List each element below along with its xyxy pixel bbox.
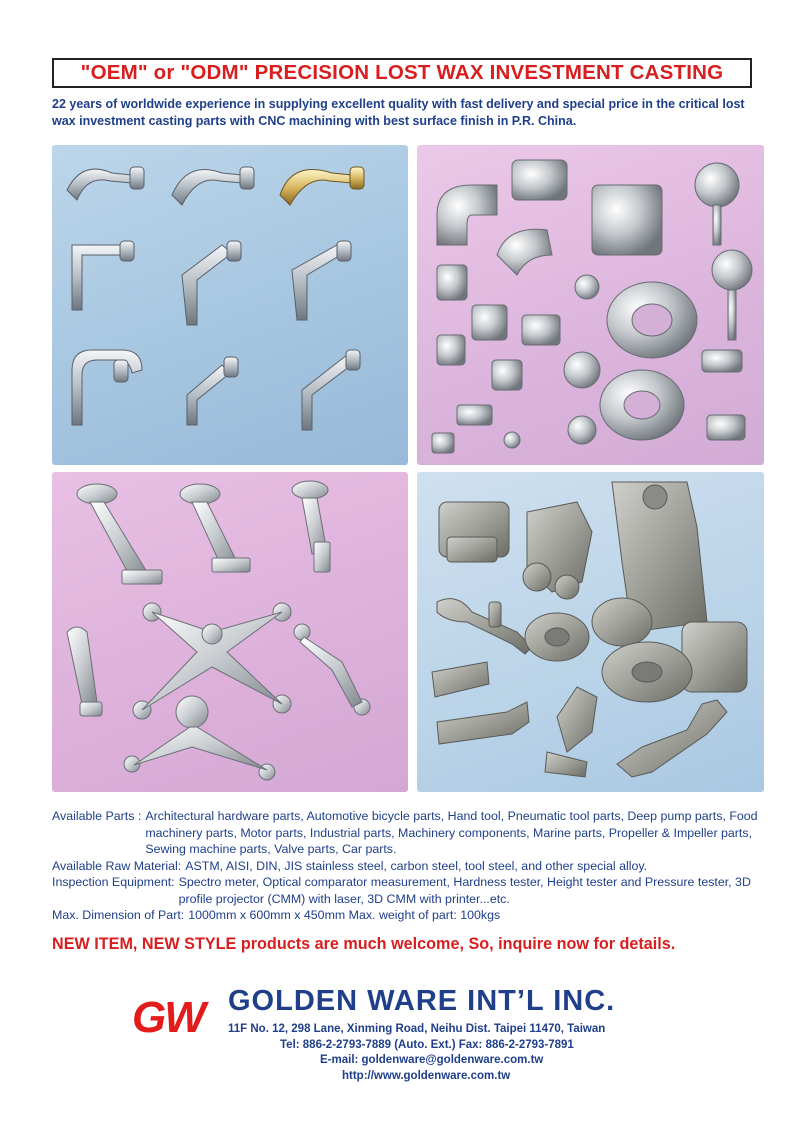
- welcome-banner: NEW ITEM, NEW STYLE products are much welcome, So, inquire now for details.: [52, 935, 676, 953]
- contact-block: [228, 1022, 698, 1084]
- company-address: 11F No. 12, 298 Lane, Xinming Road, Neihu Dist. Taipei 11470, Taiwan: [228, 1023, 606, 1035]
- photo-machinery-castings: [417, 472, 764, 792]
- photo-railing-fittings: [417, 145, 764, 465]
- photo-handrail-brackets: [52, 472, 408, 792]
- spec-inspection-text: Spectro meter, Optical comparator measurement, Hardness tester, Height tester and Pressure tester, 3D profile projector (CMM) with laser, 3D CMM with printer...etc.: [178, 875, 751, 906]
- spec-raw-material: [52, 858, 772, 875]
- spec-dimension-text: 1000mm x 600mm x 450mm Max. weight of part: 100kgs: [188, 908, 501, 922]
- spec-inspection-equipment: [52, 874, 772, 907]
- intro-paragraph: 22 years of worldwide experience in supplying excellent quality with fast delivery and special price in the critical lost wax investment casting parts with CNC machining with best surface finish in P.R. China.: [52, 97, 745, 128]
- company-logo: GW: [132, 993, 204, 1042]
- company-email[interactable]: E-mail: goldenware@goldenware.com.tw: [320, 1054, 544, 1066]
- page-title: "OEM" or "ODM" PRECISION LOST WAX INVESTMENT CASTING: [52, 58, 752, 88]
- spec-inspection-label: Inspection Equipment:: [52, 875, 175, 889]
- photo-door-lever-handles: [52, 145, 408, 465]
- company-name: GOLDEN WARE INT’L INC.: [228, 985, 616, 1017]
- spec-dimension-label: Max. Dimension of Part:: [52, 908, 185, 922]
- company-website[interactable]: http://www.goldenware.com.tw: [342, 1069, 511, 1082]
- company-phone: Tel: 886-2-2793-7889 (Auto. Ext.) Fax: 886-2-2793-7891: [280, 1038, 574, 1051]
- spec-parts-label: Available Parts :: [52, 809, 142, 823]
- spec-material-text: ASTM, AISI, DIN, JIS stainless steel, carbon steel, tool steel, and other special alloy.: [185, 858, 648, 873]
- spec-material-label: Available Raw Material:: [52, 858, 182, 873]
- spec-max-dimension: [52, 907, 772, 924]
- spec-available-parts: [52, 808, 772, 858]
- spec-parts-text: Architectural hardware parts, Automotive bicycle parts, Hand tool, Pneumatic tool parts, Deep pump parts, Food machinery parts, Motor parts, Industrial parts, Machinery components, Marine parts, Propeller & Impeller parts, Sewing machine parts, Valve parts, Car parts.: [145, 809, 758, 856]
- specs-section: [52, 808, 772, 924]
